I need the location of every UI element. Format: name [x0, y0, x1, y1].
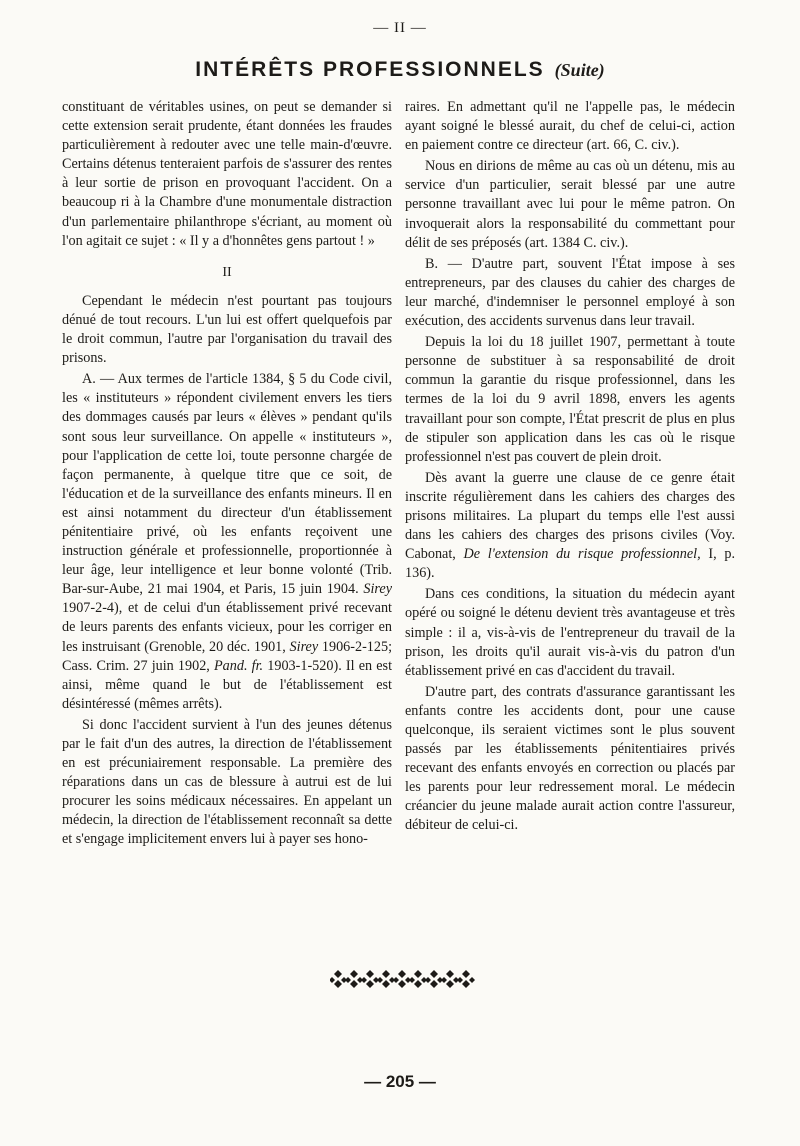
paragraph-section-a: [62, 370, 392, 714]
text-run: 1906-2-125; Cass. Crim. 27 juin 1902,: [62, 638, 393, 674]
text-run: I, p. 136).: [405, 546, 735, 582]
citation-sirey: Sirey: [363, 581, 392, 598]
right-column: [405, 98, 735, 836]
article-header: [0, 58, 800, 82]
paragraph: constituant de véritables usines, on peut se demander si cette extension serait prudente, étant données les fraudes particulièrement à redouter avec une telle main-d'œuvre. Certains détenus tenteraient parfois de s'assurer des rentes à leur sortie de prison en provoquant l'accident. On a beaucoup ri à la Chambre d'une monumentale distraction d'un parlementaire philanthrope s'écriant, au moment où l'on agitait ce sujet : « Il y a d'honnêtes gens partout ! »: [62, 99, 392, 249]
citation-pandectes: Pand. fr.: [214, 657, 264, 674]
article-title-suffix: (Suite): [554, 60, 605, 80]
section-heading: II: [222, 264, 232, 280]
text-run: 1907-2-4), et de celui d'un établissement privé recevant de leurs parents des enfants vicieux, pour les corriger en les instruisant (Grenoble, 20 déc. 1901,: [62, 600, 392, 655]
paragraph: Depuis la loi du 18 juillet 1907, permettant à toute personne de substituer à sa responsabilité de droit commun la garantie du risque professionnel, dans les termes de la loi du 9 avril 1898, envers les agents travaillant pour son compte, l'État prescrit de plus en plus de stipuler son application dans les cas où le risque professionnel n'est pas couvert de plein droit.: [405, 334, 735, 465]
text-run: Dès avant la guerre une clause de ce genre était inscrite régulièrement dans les cahiers des charges des prisons militaires. La plupart du temps elle l'est aussi dans les cahiers des charges des prisons civiles (Voy. Cabonat,: [405, 469, 735, 563]
paragraph: Nous en dirions de même au cas où un détenu, mis au service d'un particulier, serait blessé par une autre personne travaillant avec lui pour le même patron. On invoquerait alors la responsabilité du commettant pour délit de ses préposés (art. 1384 C. civ.).: [405, 158, 735, 251]
paragraph: raires. En admettant qu'il ne l'appelle pas, le médecin ayant soigné le blessé aurait, du chef de celui-ci, action en paiement contre ce directeur (art. 66, C. civ.).: [405, 99, 735, 154]
article-title: INTÉRÊTS PROFESSIONNELS: [195, 58, 545, 81]
text-run: A. — Aux termes de l'article 1384, § 5 du Code civil, les « instituteurs » répondent civilement envers les tiers des dommages causés par leurs « élèves » pendant qu'ils sont sous leur surveillance. On appelle « instituteurs », pour l'application de cette loi, toute personne chargée de façon permanente, à quelque titre que ce soit, de l'éducation et de la surveillance des enfants mineurs. Il en est ainsi notamment du directeur d'un établissement pénitentiaire privé, où les enfants reçoivent une instruction générale et professionnelle, proportionnée à leur âge, leur intelligence et leur bonne volonté (Trib. Bar-sur-Aube, 21 mai 1904, et Paris, 15 juin 1904.: [62, 371, 392, 598]
paragraph: Cependant le médecin n'est pourtant pas toujours dénué de tout recours. L'un lui est offert quelquefois par le droit commun, l'autre par l'organisation du travail des prisons.: [62, 292, 392, 367]
page-number-top: — II —: [373, 20, 427, 36]
left-column: [62, 98, 392, 850]
paragraph: Dans ces conditions, la situation du médecin ayant opéré ou soigné le détenu devient très avantageuse et très simple : il a, vis-à-vis de l'entrepreneur du travail de la prison, les droits qu'il aurait vis-à-vis du patron d'un établissement privé en cas d'accident du travail.: [405, 586, 735, 679]
text-run: 1903-1-520). Il en est ainsi, même quand le but de l'établissement est désintéressé (mêmes arrêts).: [62, 657, 393, 712]
diamond-ornament-icon: [330, 968, 480, 992]
page-number-bottom: — 205 —: [364, 1072, 436, 1091]
paragraph: [405, 469, 735, 584]
paragraph-section-b: B. — D'autre part, souvent l'État impose à ses entrepreneurs, par des clauses du cahier des charges de leur marché, d'indemniser le personnel employé à son exécution, des accidents survenus dans leur travail.: [405, 255, 735, 330]
paragraph: D'autre part, des contrats d'assurance garantissant les enfants contre les accidents dont, pour une cause quelconque, ils seraient victimes sont le plus souvent passés par les établissements pénitentiaires privés recevant des enfants envoyés en correction ou placés par les parents pour leur redressement moral. Le médecin créancier du jeune malade aurait action contre l'assureur, débiteur de celui-ci.: [405, 683, 735, 834]
citation-sirey: Sirey: [289, 638, 319, 655]
citation-book-title: De l'extension du risque professionnel,: [463, 546, 701, 563]
paragraph: Si donc l'accident survient à l'un des jeunes détenus par le fait d'un des autres, la direction de l'établissement en est précuniairement responsable. La première des réparations dans un cas de blessure à autrui est de lui procurer les soins médicaux nécessaires. En appelant un médecin, la direction de l'établissement reconnaît sa dette et s'engage implicitement envers lui à payer ses hono-: [62, 716, 392, 848]
